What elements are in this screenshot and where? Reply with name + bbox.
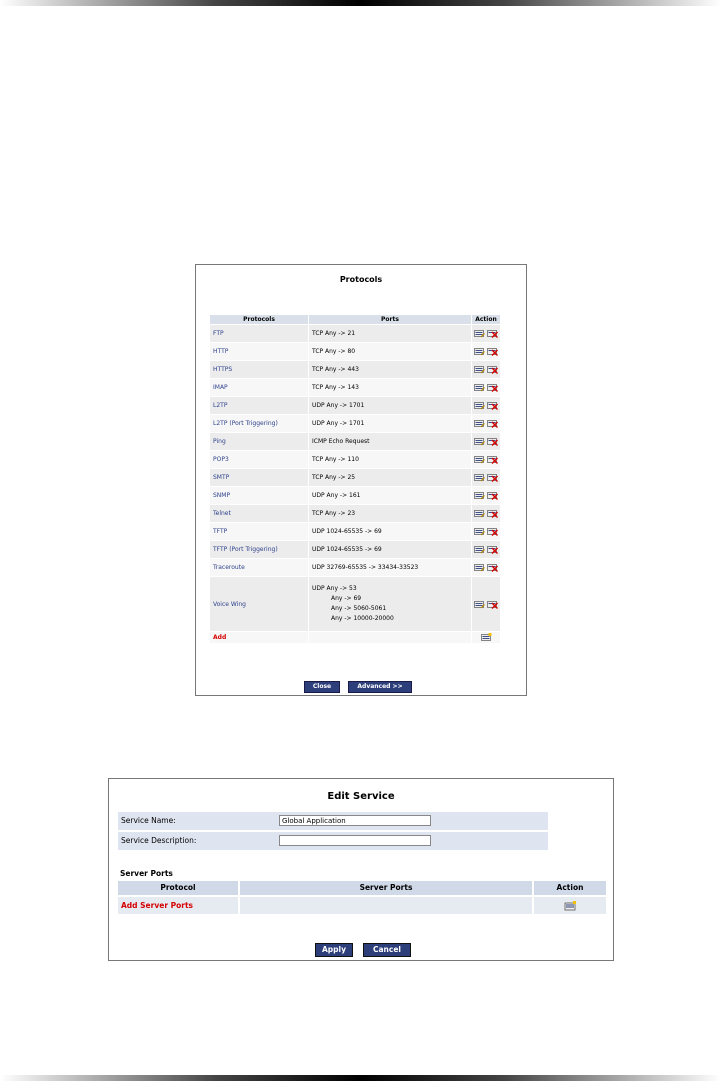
add-protocol-row (210, 632, 500, 643)
edit-icon[interactable] (474, 491, 485, 500)
protocol-name-link[interactable]: SMTP (210, 469, 308, 486)
protocol-ports: TCP Any -> 23 (309, 505, 471, 522)
protocol-row (210, 343, 500, 360)
protocol-ports: UDP Any -> 161 (309, 487, 471, 504)
protocol-ports: UDP Any -> 1701 (309, 415, 471, 432)
protocol-row (210, 325, 500, 342)
service-name-row (118, 812, 548, 830)
delete-icon[interactable] (487, 545, 498, 554)
protocol-name-link[interactable]: FTP (210, 325, 308, 342)
server-ports-title: Server Ports (120, 869, 173, 878)
delete-icon[interactable] (487, 437, 498, 446)
edit-icon[interactable] (474, 401, 485, 410)
protocols-panel (195, 264, 527, 696)
edit-icon[interactable] (474, 347, 485, 356)
server-ports-empty-cell (240, 897, 532, 914)
protocol-row (210, 559, 500, 576)
voice-wing-port-line: Any -> 69 (331, 595, 362, 602)
protocol-ports: TCP Any -> 21 (309, 325, 471, 342)
protocol-actions (472, 523, 500, 540)
protocol-row (210, 379, 500, 396)
protocol-actions (472, 559, 500, 576)
protocol-actions (472, 451, 500, 468)
edit-icon[interactable] (474, 365, 485, 374)
protocol-name-link[interactable]: HTTP (210, 343, 308, 360)
delete-icon[interactable] (487, 329, 498, 338)
protocol-row (210, 505, 500, 522)
server-ports-column-header: Server Ports (240, 881, 532, 895)
protocols-title: Protocols (339, 275, 383, 284)
protocol-row (210, 361, 500, 378)
protocol-name-link[interactable]: HTTPS (210, 361, 308, 378)
protocol-name-link[interactable]: TFTP (210, 523, 308, 540)
protocol-actions (472, 577, 500, 631)
delete-icon[interactable] (487, 491, 498, 500)
service-description-input[interactable] (279, 835, 431, 846)
edit-icon[interactable] (474, 383, 485, 392)
delete-icon[interactable] (487, 600, 498, 609)
top-decorative-bar (0, 0, 721, 6)
protocol-actions (472, 379, 500, 396)
delete-icon[interactable] (487, 419, 498, 428)
protocol-actions (472, 433, 500, 450)
service-name-label: Service Name: (121, 816, 176, 825)
edit-service-title: Edit Service (327, 791, 395, 802)
protocol-ports: TCP Any -> 443 (309, 361, 471, 378)
voice-wing-port-line: Any -> 5060-5061 (331, 605, 387, 612)
protocol-ports: TCP Any -> 25 (309, 469, 471, 486)
delete-icon[interactable] (487, 365, 498, 374)
protocol-ports (309, 577, 471, 631)
protocol-ports: UDP 32769-65535 -> 33434-33523 (309, 559, 471, 576)
protocol-ports: UDP Any -> 1701 (309, 397, 471, 414)
protocol-ports: TCP Any -> 80 (309, 343, 471, 360)
edit-icon[interactable] (474, 437, 485, 446)
protocol-name-link[interactable]: L2TP (Port Triggering) (210, 415, 308, 432)
delete-icon[interactable] (487, 383, 498, 392)
protocol-row (210, 487, 500, 504)
add-server-port-icon[interactable] (564, 901, 577, 911)
protocol-row (210, 451, 500, 468)
add-row-empty-cell (309, 632, 471, 643)
bottom-decorative-bar (0, 1075, 721, 1081)
delete-icon[interactable] (487, 455, 498, 464)
edit-icon[interactable] (474, 563, 485, 572)
protocols-table-body (210, 325, 500, 643)
protocol-ports: TCP Any -> 143 (309, 379, 471, 396)
protocol-actions (472, 397, 500, 414)
edit-icon[interactable] (474, 600, 485, 609)
protocol-row (210, 433, 500, 450)
close-button[interactable]: Close (304, 681, 340, 693)
service-description-row (118, 832, 548, 850)
protocol-row-voice-wing (210, 577, 500, 631)
protocol-row (210, 469, 500, 486)
add-icon[interactable] (481, 633, 492, 642)
add-row-action (472, 632, 500, 643)
protocol-name-link[interactable]: Telnet (210, 505, 308, 522)
protocol-name-link[interactable]: POP3 (210, 451, 308, 468)
add-server-ports-link[interactable]: Add Server Ports (118, 897, 238, 914)
protocol-actions (472, 361, 500, 378)
action-column-header: Action (534, 881, 606, 895)
edit-icon[interactable] (474, 545, 485, 554)
edit-icon[interactable] (474, 473, 485, 482)
delete-icon[interactable] (487, 509, 498, 518)
edit-icon[interactable] (474, 329, 485, 338)
protocol-row (210, 397, 500, 414)
protocol-ports: UDP 1024-65535 -> 69 (309, 523, 471, 540)
protocol-name-link[interactable]: Traceroute (210, 559, 308, 576)
edit-icon[interactable] (474, 509, 485, 518)
protocol-column-header: Protocol (118, 881, 238, 895)
voice-wing-port-line: Any -> 10000-20000 (331, 615, 394, 622)
protocol-name-link[interactable]: L2TP (210, 397, 308, 414)
edit-icon[interactable] (474, 455, 485, 464)
ports-column-header: Ports (309, 315, 471, 324)
protocols-column-header: Protocols (210, 315, 308, 324)
protocol-ports: UDP 1024-65535 -> 69 (309, 541, 471, 558)
delete-icon[interactable] (487, 347, 498, 356)
protocol-actions (472, 505, 500, 522)
advanced-button[interactable]: Advanced >> (348, 681, 412, 693)
protocol-actions (472, 343, 500, 360)
cancel-button[interactable]: Cancel (363, 943, 411, 957)
protocol-row (210, 541, 500, 558)
protocol-actions (472, 325, 500, 342)
edit-icon[interactable] (474, 419, 485, 428)
protocol-name-link[interactable]: SNMP (210, 487, 308, 504)
voice-wing-port-line: UDP Any -> 53 (312, 585, 357, 592)
service-name-input[interactable]: Global Application (279, 815, 431, 826)
protocol-name-link[interactable]: IMAP (210, 379, 308, 396)
protocol-actions (472, 487, 500, 504)
protocol-row (210, 415, 500, 432)
protocol-actions (472, 415, 500, 432)
protocol-ports: ICMP Echo Request (309, 433, 471, 450)
protocol-ports: TCP Any -> 110 (309, 451, 471, 468)
protocol-name-link[interactable]: Ping (210, 433, 308, 450)
apply-button[interactable]: Apply (315, 943, 353, 957)
edit-service-panel (108, 778, 614, 961)
protocol-actions (472, 469, 500, 486)
protocol-name-link[interactable]: TFTP (Port Triggering) (210, 541, 308, 558)
delete-icon[interactable] (487, 563, 498, 572)
service-description-label: Service Description: (121, 836, 197, 845)
protocol-row (210, 523, 500, 540)
edit-icon[interactable] (474, 527, 485, 536)
protocol-name-link[interactable]: Voice Wing (210, 577, 308, 631)
delete-icon[interactable] (487, 473, 498, 482)
delete-icon[interactable] (487, 401, 498, 410)
add-protocol-link[interactable]: Add (210, 632, 308, 643)
action-column-header: Action (472, 315, 500, 324)
server-ports-action-cell (534, 897, 606, 914)
delete-icon[interactable] (487, 527, 498, 536)
protocol-actions (472, 541, 500, 558)
protocols-table (209, 314, 501, 644)
